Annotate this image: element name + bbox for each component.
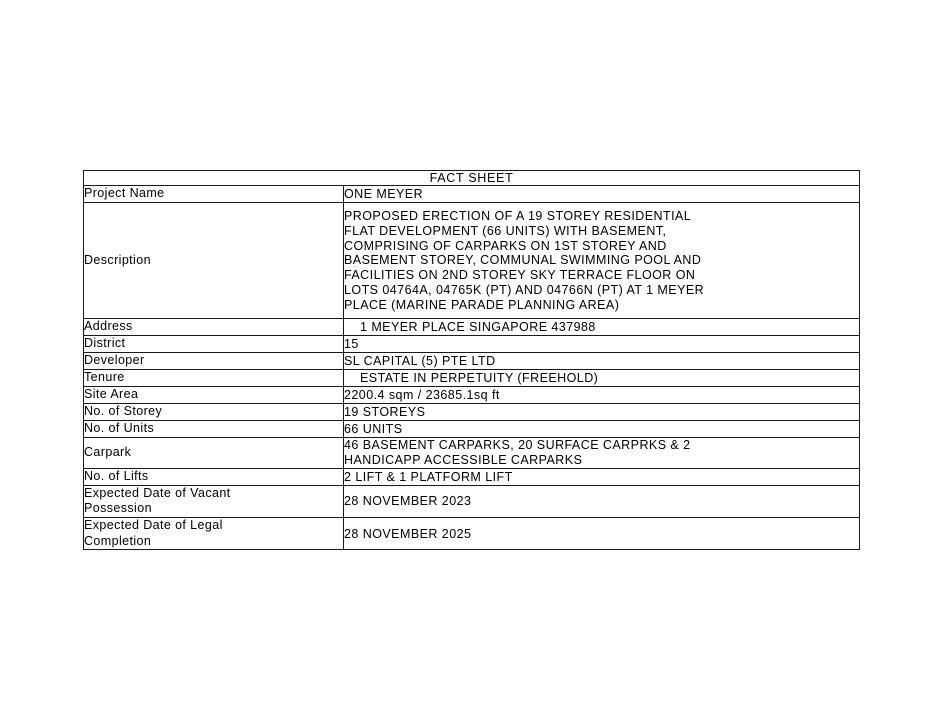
table-row (84, 353, 860, 370)
row-value (344, 438, 860, 469)
row-value (344, 203, 860, 319)
row-value-line: COMPRISING OF CARPARKS ON 1ST STOREY AND (344, 238, 667, 253)
row-label: Site Area (84, 387, 344, 404)
row-value-line: 46 BASEMENT CARPARKS, 20 SURFACE CARPRKS & 2 (344, 438, 691, 453)
row-value-line: PLACE (MARINE PARADE PLANNING AREA) (344, 297, 620, 312)
row-label-line: Completion (84, 533, 152, 548)
table-row (84, 387, 860, 404)
table-row (84, 438, 860, 469)
row-label-line: Possession (84, 501, 152, 516)
row-value: 1 MEYER PLACE SINGAPORE 437988 (344, 319, 860, 336)
row-value: 19 STOREYS (344, 404, 860, 421)
row-value: 2200.4 sqm / 23685.1sq ft (344, 387, 860, 404)
row-value-line: BASEMENT STOREY, COMMUNAL SWIMMING POOL AND (344, 253, 702, 268)
row-value: 66 UNITS (344, 421, 860, 438)
row-label: Tenure (84, 370, 344, 387)
row-value-line: PROPOSED ERECTION OF A 19 STOREY RESIDENTIAL (344, 209, 692, 223)
row-label (84, 518, 344, 550)
row-value-line: LOTS 04764A, 04765K (PT) AND 04766N (PT) AT 1 MEYER (344, 282, 705, 297)
row-value: 28 NOVEMBER 2023 (344, 485, 860, 517)
table-row (84, 370, 860, 387)
table-row (84, 421, 860, 438)
row-value: SL CAPITAL (5) PTE LTD (344, 353, 860, 370)
table-row (84, 485, 860, 517)
table-row (84, 203, 860, 319)
row-value: 2 LIFT & 1 PLATFORM LIFT (344, 468, 860, 485)
row-label: No. of Lifts (84, 468, 344, 485)
row-label: Address (84, 319, 344, 336)
table-row (84, 319, 860, 336)
table-row (84, 518, 860, 550)
fact-sheet-table (83, 170, 860, 550)
row-label: Description (84, 203, 344, 319)
row-value-line: FACILITIES ON 2ND STOREY SKY TERRACE FLOOR ON (344, 268, 696, 282)
row-label: Carpark (84, 438, 344, 469)
row-value-line: HANDICAPP ACCESSIBLE CARPARKS (344, 453, 583, 467)
row-value: ESTATE IN PERPETUITY (FREEHOLD) (344, 370, 860, 387)
table-row (84, 336, 860, 353)
row-label-line: Expected Date of Legal (84, 518, 223, 532)
table-row (84, 468, 860, 485)
table-row-title (84, 171, 860, 186)
table-row (84, 186, 860, 203)
fact-sheet-title: FACT SHEET (84, 171, 860, 186)
row-value-line: FLAT DEVELOPMENT (66 UNITS) WITH BASEMENT, (344, 223, 667, 238)
row-label: District (84, 336, 344, 353)
row-label-line: Expected Date of Vacant (84, 485, 231, 500)
fact-sheet-body (84, 171, 860, 550)
row-label: Developer (84, 353, 344, 370)
row-label: Project Name (84, 186, 344, 203)
row-value: ONE MEYER (344, 186, 860, 203)
row-label: No. of Storey (84, 404, 344, 421)
row-value: 15 (344, 336, 860, 353)
row-value: 28 NOVEMBER 2025 (344, 518, 860, 550)
row-label (84, 485, 344, 517)
row-label: No. of Units (84, 421, 344, 438)
table-row (84, 404, 860, 421)
